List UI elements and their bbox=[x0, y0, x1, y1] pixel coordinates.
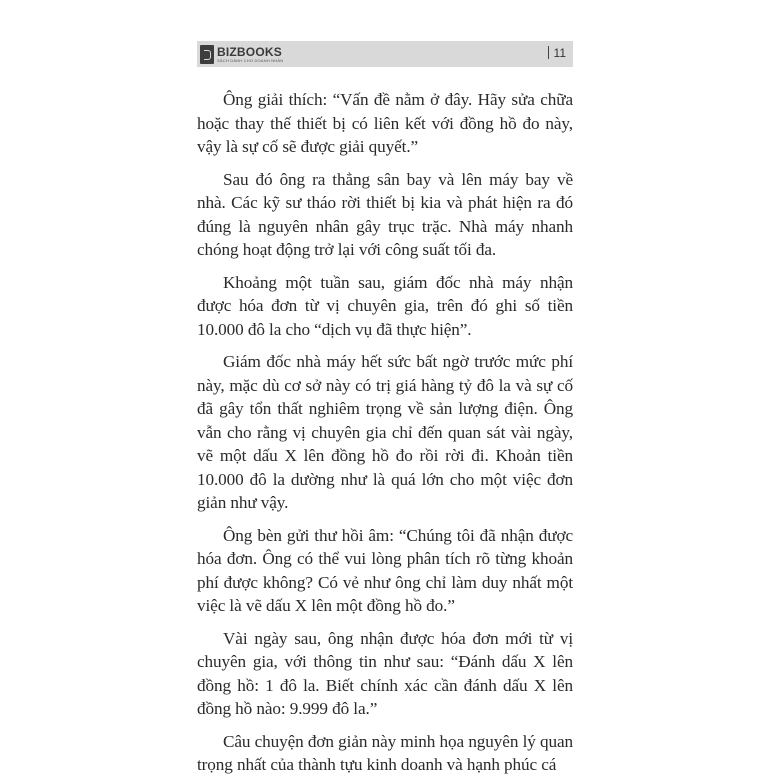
page-body bbox=[197, 88, 573, 777]
paragraph: Ông giải thích: “Vấn đề nằm ở đây. Hãy sửa chữa hoặc thay thế thiết bị có liên kết với đồng hồ đo này, vậy là sự cố sẽ được giải quyết.” bbox=[197, 90, 573, 156]
paragraph: Sau đó ông ra thẳng sân bay và lên máy bay về nhà. Các kỹ sư tháo rời thiết bị kia và phát hiện ra đó đúng là nguyên nhân gây trục trặc. Nhà máy nhanh chóng hoạt động trở lại với công suất tối đa. bbox=[197, 169, 573, 259]
page-number-value: 11 bbox=[553, 46, 566, 60]
paragraph: Ông bèn gửi thư hồi âm: “Chúng tôi đã nhận được hóa đơn. Ông có thể vui lòng phân tích rõ từng khoản phí được không? Có vẻ như ông chỉ làm duy nhất một việc là vẽ dấu X lên một đồng hồ đo.” bbox=[197, 525, 573, 615]
paragraph: Vài ngày sau, ông nhận được hóa đơn mới từ vị chuyên gia, với thông tin như sau: “Đánh dấu X lên đồng hồ: 1 đô la. Biết chính xác cần đánh dấu X lên đồng hồ nào: 9.999 đô la.” bbox=[197, 628, 573, 718]
bizbooks-logo-icon bbox=[200, 45, 214, 64]
publisher-logo bbox=[200, 44, 283, 64]
logo-tagline: SÁCH DÀNH CHO DOANH NHÂN bbox=[217, 57, 284, 63]
running-header bbox=[197, 41, 573, 67]
paragraph: Câu chuyện đơn giản này minh họa nguyên lý quan trọng nhất của thành tựu kinh doanh và hạnh phúc cá bbox=[197, 731, 573, 774]
page-number bbox=[548, 46, 566, 60]
paragraph: Khoảng một tuần sau, giám đốc nhà máy nhận được hóa đơn từ vị chuyên gia, trên đó ghi số tiền 10.000 đô la cho “dịch vụ đã thực hiện”. bbox=[197, 272, 573, 339]
page-number-divider bbox=[548, 46, 549, 59]
logo-name: BIZBOOKS bbox=[217, 44, 282, 59]
paragraph: Giám đốc nhà máy hết sức bất ngờ trước mức phí này, mặc dù cơ sở này có trị giá hàng tỷ đô la và sự cố đã gây tổn thất nghiêm trọng về sản lượng điện. Ông vẫn cho rằng vị chuyên gia chỉ đến quan sát vài ngày, vẽ một dấu X lên đồng hồ đo rồi rời đi. Khoản tiền 10.000 đô la dường như là quá lớn cho một việc đơn giản như vậy. bbox=[197, 352, 573, 512]
logo-text bbox=[217, 46, 283, 63]
